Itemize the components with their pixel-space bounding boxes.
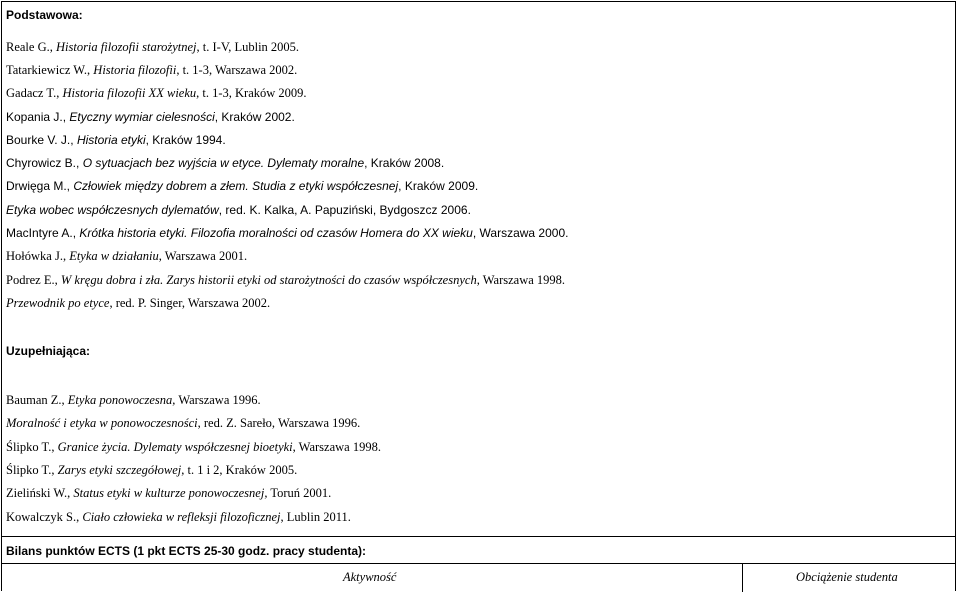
bib-entry-basic-6: Chyrowicz B., O sytuacjach bez wyjścia w etyce. Dylematy moralne, Kraków 2008. bbox=[6, 156, 445, 170]
basic-heading: Podstawowa: bbox=[6, 8, 83, 22]
table-column-divider bbox=[742, 563, 743, 592]
bib-entry-basic-10: Hołówka J., Etyka w działaniu, Warszawa 2001. bbox=[6, 249, 248, 263]
bib-entry-basic-2: Tatarkiewicz W., Historia filozofii, t. 1-3, Warszawa 2002. bbox=[6, 63, 298, 77]
table-header-border bbox=[1, 563, 956, 564]
ects-heading: Bilans punktów ECTS (1 pkt ECTS 25-30 godz. pracy studenta): bbox=[6, 544, 367, 558]
bib-entry-basic-12: Przewodnik po etyce, red. P. Singer, Warszawa 2002. bbox=[6, 296, 271, 310]
bib-entry-supp-4: Ślipko T., Zarys etyki szczegółowej, t. 1 i 2, Kraków 2005. bbox=[6, 463, 298, 477]
bib-entry-basic-4: Kopania J., Etyczny wymiar cielesności, Kraków 2002. bbox=[6, 110, 295, 124]
bib-entry-basic-11: Podrez E., W kręgu dobra i zła. Zarys historii etyki od starożytności do czasów współczesnych, Warszawa 1998. bbox=[6, 273, 566, 287]
bib-entry-supp-3: Ślipko T., Granice życia. Dylematy współczesnej bioetyki, Warszawa 1998. bbox=[6, 440, 381, 454]
bib-entry-supp-2: Moralność i etyka w ponowoczesności, red. Z. Sareło, Warszawa 1996. bbox=[6, 416, 361, 430]
bib-entry-basic-9: MacIntyre A., Krótka historia etyki. Filozofia moralności od czasów Homera do XX wieku, Warszawa 2000. bbox=[6, 226, 569, 240]
supplementary-heading: Uzupełniająca: bbox=[6, 344, 91, 358]
bib-entry-supp-5: Zieliński W., Status etyki w kulturze ponowoczesnej, Toruń 2001. bbox=[6, 486, 332, 500]
bib-entry-basic-7: Drwięga M., Człowiek między dobrem a złem. Studia z etyki współczesnej, Kraków 2009. bbox=[6, 179, 479, 193]
table-top-border bbox=[1, 536, 956, 537]
column-header-activity: Aktywność bbox=[343, 570, 397, 584]
bib-entry-basic-3: Gadacz T., Historia filozofii XX wieku, t. 1-3, Kraków 2009. bbox=[6, 86, 307, 100]
bib-entry-supp-1: Bauman Z., Etyka ponowoczesna, Warszawa 1996. bbox=[6, 393, 261, 407]
bib-entry-basic-1: Reale G., Historia filozofii starożytnej, t. I-V, Lublin 2005. bbox=[6, 40, 300, 54]
bib-entry-basic-8: Etyka wobec współczesnych dylematów, red. K. Kalka, A. Papuziński, Bydgoszcz 2006. bbox=[6, 203, 471, 217]
column-header-student-workload: Obciążenie studenta bbox=[796, 570, 898, 584]
bib-entry-basic-5: Bourke V. J., Historia etyki, Kraków 1994. bbox=[6, 133, 226, 147]
bib-entry-supp-6: Kowalczyk S., Ciało człowieka w refleksji filozoficznej, Lublin 2011. bbox=[6, 510, 351, 524]
